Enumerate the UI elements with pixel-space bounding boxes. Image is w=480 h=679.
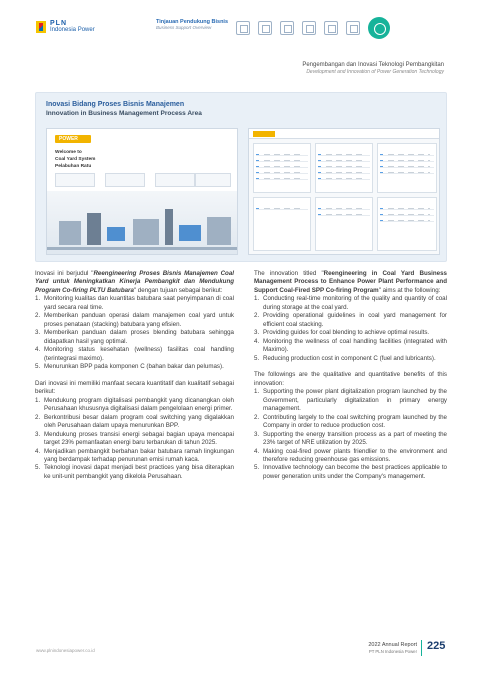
power-logo-text: POWER bbox=[59, 135, 78, 142]
list-item: 1. Monitoring kualitas dan kuantitas batubara saat penyimpanan di coal yard secara real time. bbox=[35, 295, 234, 311]
box-title bbox=[46, 101, 202, 118]
list-item: 1. Mendukung program digitalisasi pembangkit yang dicanangkan oleh Perusahaan khususnya digitalisasi dalam pengelolaan energi primer. bbox=[35, 396, 234, 413]
column-english bbox=[254, 270, 447, 481]
innovation-title-id: Reengineering Proses Bisnis Manajemen Coal Yard untuk Meningkatkan Kinerja Pembangkit dan Mendukung Program Co-firing PLTU Batubara bbox=[35, 270, 234, 294]
document-icon[interactable] bbox=[236, 21, 250, 35]
list-item: 3. Providing guides for coal blending to achieve optimal results. bbox=[254, 329, 430, 337]
dashboard-topbar bbox=[249, 129, 440, 139]
dashboard-panel bbox=[253, 197, 311, 251]
building-shape bbox=[59, 221, 81, 245]
list-item: 2. Memberikan panduan operasi dalam manajemen coal yard untuk proses penataan (stacking) batubara yang efisien. bbox=[35, 312, 234, 328]
benefits-intro-id: Dari inovasi ini memiliki manfaat secara kuantitatif dan kualitatif sebagai berikut: bbox=[35, 379, 234, 396]
section-title-id: Tinjauan Pendukung Bisnis bbox=[156, 19, 229, 25]
dashboard-panel bbox=[315, 143, 373, 193]
ground-shape bbox=[47, 247, 238, 250]
info-card bbox=[195, 173, 231, 187]
list-item: 2. Contributing largely to the coal switching program launched by the Company in order to reduce production cost. bbox=[254, 413, 447, 430]
logo-subtitle: Indonesia Power bbox=[50, 27, 95, 33]
footer-divider bbox=[421, 640, 422, 656]
benefits-list-id bbox=[35, 397, 234, 482]
box-title-id: Inovasi Bidang Proses Bisnis Manajemen bbox=[46, 101, 185, 108]
topic-heading bbox=[302, 62, 444, 75]
dashboard-panel bbox=[315, 197, 373, 251]
chapter-nav bbox=[236, 17, 398, 39]
innovation-icon[interactable] bbox=[368, 17, 390, 39]
list-item: 4. Menjadikan pembangkit berbahan bakar batubara ramah lingkungan yang berdampak terhadap penurunan emisi rumah kaca. bbox=[35, 447, 234, 464]
benefits-list-en bbox=[254, 388, 447, 481]
innovation-box bbox=[35, 92, 447, 262]
chart-icon[interactable] bbox=[346, 21, 360, 35]
equipment-shape bbox=[179, 225, 201, 241]
innovation-title-en: Reengineering in Coal Yard Business Management Process to Enhance Power Plant Performance and Support Coal-Fired SPP Co-firing Program bbox=[254, 270, 447, 294]
gear-icon[interactable] bbox=[302, 21, 316, 35]
list-icon[interactable] bbox=[258, 21, 272, 35]
section-title bbox=[156, 19, 228, 30]
list-item: 3. Mendukung proses transisi energi sebagai bagian upaya mencapai target 23% pemanfaatan energi baru terbarukan di tahun 2025. bbox=[35, 430, 234, 447]
intro-paragraph-id: Inovasi ini berjudul "Reengineering Proses Bisnis Manajemen Coal Yard untuk Meningkatkan Kinerja Pembangkit dan Mendukung Program Co-firing PLTU Batubara" dengan tujuan sebagai berikut: bbox=[35, 270, 234, 294]
section-title-en: Business Support Overview bbox=[156, 25, 212, 31]
chimney-shape bbox=[165, 209, 173, 245]
list-item: 5. Menurunkan BPP pada komponen C (bahan bakar dan pelumas). bbox=[35, 362, 224, 370]
box-title-en: Innovation in Business Management Process Area bbox=[46, 109, 202, 117]
column-indonesian bbox=[35, 270, 234, 481]
building-shape bbox=[207, 217, 231, 245]
building-shape bbox=[133, 219, 159, 245]
goals-list-id bbox=[35, 295, 234, 371]
welcome-line3: Pelabuhan Ratu bbox=[55, 164, 92, 170]
pln-logo-icon bbox=[36, 21, 46, 33]
dashboard-panel bbox=[377, 143, 437, 193]
list-item: 1. Conducting real-time monitoring of the quality and quantity of coal during storage at the coal yard. bbox=[254, 295, 447, 311]
coal-yard-dashboard-screenshot bbox=[248, 128, 440, 255]
list-item: 4. Making coal-fired power plants friendlier to the environment and therefore reducing greenhouse gas emissions. bbox=[254, 447, 447, 464]
people-icon[interactable] bbox=[280, 21, 294, 35]
coal-yard-welcome-screenshot bbox=[46, 128, 238, 255]
intro-paragraph-en: The innovation titled "Reengineering in Coal Yard Business Management Process to Enhance Power Plant Performance and Support Coal-Fired SPP Co-firing Program" aims at the following: bbox=[254, 270, 447, 294]
building-shape bbox=[87, 213, 101, 245]
list-item: 5. Reducing production cost in component C (fuel and lubricants). bbox=[254, 354, 436, 362]
welcome-line1: Welcome to bbox=[55, 150, 82, 155]
benefits-intro-en: The followings are the qualitative and quantitative benefits of this innovation: bbox=[254, 371, 447, 387]
topic-title-en: Development and Innovation of Power Generation Technology bbox=[306, 69, 444, 76]
info-card bbox=[155, 173, 195, 187]
logo-name: PLN bbox=[50, 20, 67, 27]
list-item: 3. Memberikan panduan dalam proses blending batubara sehingga didapatkan hasil yang optimal. bbox=[35, 329, 234, 345]
welcome-text bbox=[55, 149, 95, 171]
page-number: 225 bbox=[427, 640, 446, 652]
report-title: 2022 Annual Report bbox=[368, 642, 417, 648]
list-item: 2. Berkontribusi besar dalam program coal switching yang digalakkan oleh Perusahaan dalam upaya menurunkan BPP. bbox=[35, 413, 234, 430]
dashboard-panel bbox=[377, 197, 437, 251]
footer-url[interactable]: www.plnindonesiapower.co.id bbox=[36, 648, 95, 653]
footer-report bbox=[368, 642, 417, 654]
list-item: 1. Supporting the power plant digitalization program launched by the Government, particularly digitalization in primary energy management. bbox=[254, 388, 447, 413]
list-item: 2. Providing operational guidelines in coal yard management for efficient coal stacking. bbox=[254, 312, 447, 328]
topic-title-id: Pengembangan dan Inovasi Teknologi Pembangkitan bbox=[302, 62, 444, 68]
list-item: 5. Innovative technology can become the best practices applicable to power generation units under the Company's management. bbox=[254, 464, 447, 480]
info-card bbox=[55, 173, 95, 187]
plant-illustration bbox=[47, 191, 238, 255]
list-item: 4. Monitoring status kesehatan (wellness) fasilitas coal handling (terintegrasi maximo). bbox=[35, 346, 234, 362]
report-company: PT PLN Indonesia Power bbox=[368, 648, 417, 654]
list-item: 3. Supporting the energy transition process as a part of meeting the 23% target of NRE utilization by 2025. bbox=[254, 430, 447, 447]
plant-icon[interactable] bbox=[324, 21, 338, 35]
goals-list-en bbox=[254, 295, 447, 363]
dashboard-logo bbox=[253, 131, 275, 137]
dashboard-panel bbox=[253, 143, 311, 193]
list-item: 4. Monitoring the wellness of coal handling facilities (integrated with Maximo). bbox=[254, 337, 447, 354]
welcome-line2: Coal Yard System bbox=[55, 157, 96, 163]
company-logo bbox=[36, 20, 95, 33]
equipment-shape bbox=[107, 227, 125, 241]
list-item: 5. Teknologi inovasi dapat menjadi best practices yang bisa diterapkan ke unit-unit pembangkit yang dikelola Perusahaan. bbox=[35, 464, 234, 480]
info-card bbox=[105, 173, 145, 187]
